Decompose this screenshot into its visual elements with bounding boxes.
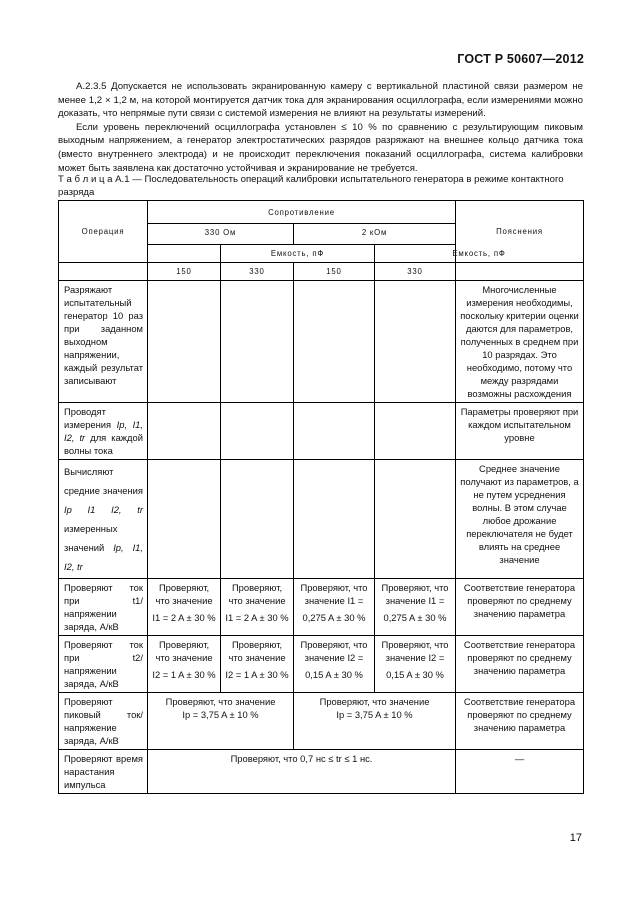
row4-cell-1 (148, 579, 221, 636)
row7-note: — (456, 750, 584, 794)
table-caption: Т а б л и ц а А.1 — Последовательность операций калибровки испытательного генератора в режиме контактного разряда (58, 174, 564, 198)
header-capacitance-2: Емкость, пФ (375, 245, 584, 263)
row4-cell-2 (221, 579, 294, 636)
table-row (59, 281, 584, 403)
row3-op-text-a: Вычисляют средние значения (64, 466, 143, 496)
row5-cell-1-text: Проверяют, что значение (155, 639, 213, 663)
table-row (59, 636, 584, 693)
row5-cell-4-text: Проверяют, что значение I2 = (381, 639, 449, 663)
row5-cell-3-text: Проверяют, что значение I2 = (300, 639, 368, 663)
row7-cell: Проверяют, что 0,7 нс ≤ tr ≤ 1 нс. (148, 750, 456, 794)
row4-operation: Проверяют ток при t1/напряжении заряда, А/кВ (59, 579, 148, 636)
row4-cell-4-text: Проверяют, что значение I1 = (381, 582, 449, 606)
table-row (59, 693, 584, 750)
row4-cell-2-text: Проверяют, что значение (228, 582, 286, 606)
row5-cell-3 (294, 636, 375, 693)
row6-cell-2k-text: Проверяют, что значение (319, 696, 430, 707)
row6-cell-2k-value: Ip = 3,75 A ± 10 % (336, 709, 413, 720)
table-row (59, 579, 584, 636)
row5-cell-1-value: I2 = 1 A ± 30 % (152, 669, 216, 680)
header-150-a: 150 (148, 263, 221, 281)
calibration-table (58, 200, 584, 794)
row3-op-symbols-1: Ip I1 I2, tr (64, 504, 143, 515)
row6-note: Соответствие генератора проверяют по среднему значению параметра (456, 693, 584, 750)
header-row-1 (59, 201, 584, 224)
row4-cell-2-value: I1 = 2 A ± 30 % (225, 612, 289, 623)
row3-note: Среднее значение получают из параметров, а не путем усреднения волны. В этом случае любое дрожание переключателя не будет влиять на среднее значение (456, 460, 584, 579)
row5-note: Соответствие генератора проверяют по среднему значению параметра (456, 636, 584, 693)
table-row (59, 750, 584, 794)
row6-cell-2k (294, 693, 456, 750)
row2-op-symbols: Ip, I1, I2, tr (64, 419, 144, 443)
header-330-a: 330 (221, 263, 294, 281)
row4-cell-4 (375, 579, 456, 636)
header-row-4 (59, 263, 584, 281)
row2-op-text-a: Проводят измерения (64, 406, 117, 430)
row1-operation: Разряжают испытательный генератор 10 раз при заданном выходном напряжении, каждый результат записывают (59, 281, 148, 403)
row7-operation: Проверяют время нарастания импульса (59, 750, 148, 794)
header-330-b: 330 (375, 263, 456, 281)
header-330-ohm (148, 224, 294, 245)
row5-cell-2 (221, 636, 294, 693)
row3-op-symbols-2: Ip, I1, I2, tr (64, 542, 144, 572)
row4-note: Соответствие генератора проверяют по среднему значению параметра (456, 579, 584, 636)
row6-operation: Проверяют пиковый ток/напряжение заряда, А/кВ (59, 693, 148, 750)
row5-cell-1 (148, 636, 221, 693)
row3-op-text-b: измеренных значений (64, 523, 118, 553)
header-capacitance-1: Емкость, пФ (221, 245, 375, 263)
header-resistance: Сопротивление (148, 201, 456, 224)
row4-cell-3-value: 0,275 A ± 30 % (302, 612, 366, 623)
paragraph-oscilloscope: Если уровень переключений осциллографа установлен ≤ 10 % по сравнению с результирующим пиковым выходным напряжением, а генератор электростатических разрядов разряжают на внешнее кольцо датчика тока (вместо внутреннего электрода) и не происходит переключения показаний осциллографа, система калибровки может быть заявлена как достаточно устойчивая и экранирование не требуется. (58, 121, 583, 174)
header-2-kohm (294, 224, 456, 245)
row5-cell-4 (375, 636, 456, 693)
header-330-ohm-label: 330 Ом (204, 228, 237, 237)
header-notes: Пояснения (456, 201, 584, 263)
page-number: 17 (569, 832, 582, 844)
row4-cell-1-text: Проверяют, что значение (155, 582, 213, 606)
header-150-b: 150 (294, 263, 375, 281)
row1-note: Многочисленные измерения необходимы, поскольку критерии оценки даются для параметров, полученных в среднем при 10 разрядах. Это необходимо, потому что между разрядами возможны расхождения (456, 281, 584, 403)
table-row (59, 460, 584, 579)
row5-operation: Проверяют ток при t2/напряжении заряда, А/кВ (59, 636, 148, 693)
row6-cell-330-text: Проверяют, что значение (165, 696, 276, 707)
document-header: ГОСТ Р 50607—2012 (457, 52, 584, 66)
body-text (58, 80, 583, 175)
row5-cell-2-value: I2 = 1 A ± 30 % (225, 669, 289, 680)
row6-cell-330-value: Ip = 3,75 A ± 10 % (182, 709, 259, 720)
row4-cell-3 (294, 579, 375, 636)
paragraph-a235: А.2.3.5 Допускается не использовать экранированную камеру с вертикальной пластиной связи размером не менее 1,2 × 1,2 м, на которой монтируется датчик тока для экранирования осциллографа, если измерениями можно доказать, что непрямые пути связи с системой измерения не влияют на результаты измерений. (58, 81, 583, 120)
row2-note: Параметры проверяют при каждом испытательном уровне (456, 403, 584, 460)
header-2-kohm-label: 2 кОм (361, 228, 388, 237)
table-row (59, 403, 584, 460)
row5-cell-3-value: 0,15 A ± 30 % (305, 669, 363, 680)
row3-operation (59, 460, 148, 579)
header-operation: Операция (59, 201, 148, 263)
row5-cell-4-value: 0,15 A ± 30 % (386, 669, 444, 680)
row4-cell-1-value: I1 = 2 A ± 30 % (152, 612, 216, 623)
row4-cell-3-text: Проверяют, что значение I1 = (300, 582, 368, 606)
row6-cell-330 (148, 693, 294, 750)
row5-cell-2-text: Проверяют, что значение (228, 639, 286, 663)
row4-cell-4-value: 0,275 A ± 30 % (383, 612, 447, 623)
row2-op-text-b: для каждой волны тока (64, 432, 143, 456)
row2-operation (59, 403, 148, 460)
